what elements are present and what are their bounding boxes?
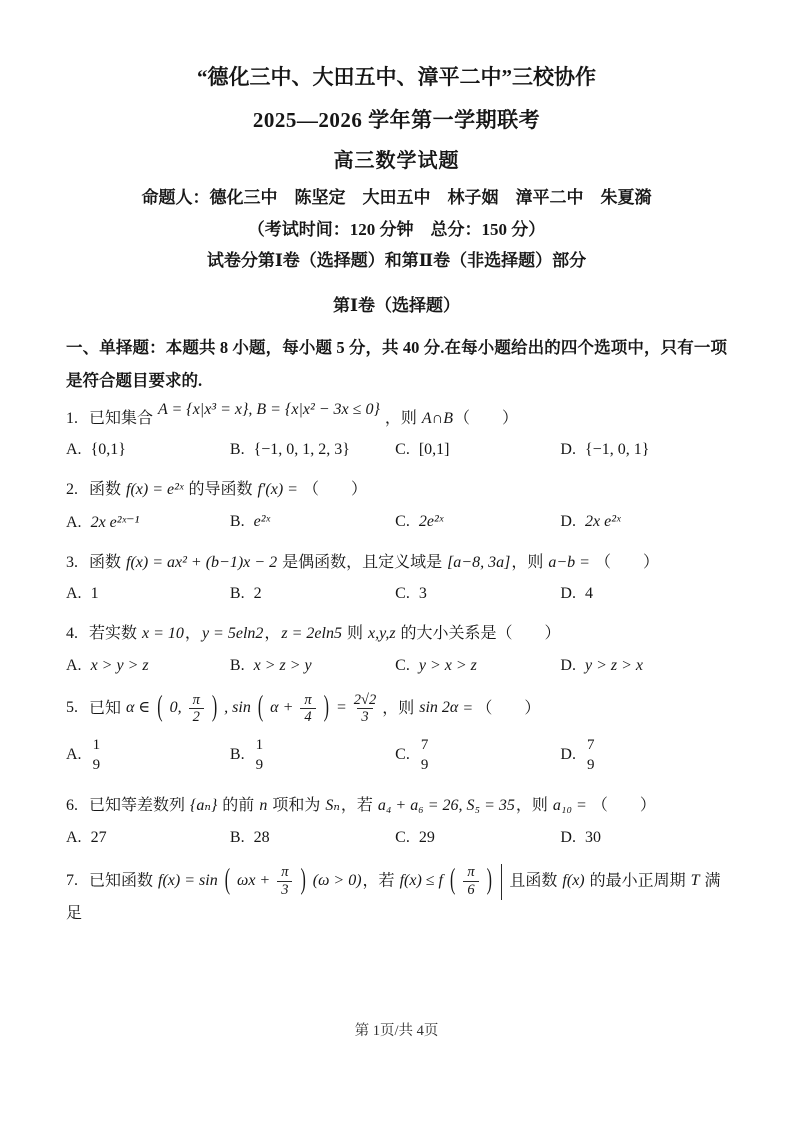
question-7-stem xyxy=(66,864,727,927)
option-b xyxy=(230,735,395,776)
option-text: {0,1} xyxy=(90,440,126,458)
option-text: y > z > x xyxy=(584,656,644,674)
option-text: 2x e²ˣ⁻¹ xyxy=(90,514,140,532)
option-d xyxy=(560,513,727,531)
question-number: 5. xyxy=(66,699,78,717)
question-text: 已知函数 f(x) = sin xyxy=(89,872,218,890)
option-label: D. xyxy=(560,440,576,458)
fraction-denominator: 9 xyxy=(255,757,264,774)
fraction-denominator: 3 xyxy=(357,708,372,726)
fraction-denominator: 2 xyxy=(189,708,204,726)
option-label: A. xyxy=(66,514,82,532)
fraction-denominator: 3 xyxy=(277,881,292,899)
option-c xyxy=(395,441,560,459)
option-text: [0,1] xyxy=(418,440,450,458)
option-c xyxy=(395,513,560,531)
question-5-options xyxy=(66,735,727,776)
option-text: 1 xyxy=(90,585,99,603)
authors-line: 命题人：德化三中 陈坚定 大田五中 林子姻 漳平二中 朱夏漪 xyxy=(141,187,652,207)
question-4 xyxy=(66,620,727,674)
option-label: D. xyxy=(560,656,576,674)
option-label: C. xyxy=(395,440,410,458)
question-number: 3. xyxy=(66,554,78,572)
option-label: A. xyxy=(66,745,82,763)
question-text: 已知 α ∈ xyxy=(89,699,151,717)
question-6-stem xyxy=(66,792,727,819)
option-label: D. xyxy=(560,828,576,846)
question-text: 已知等差数列 {aₙ} 的前 n 项和为 Sₙ，若 a₄ + a₆ = 26, S₅ = 35，则 a₁₀ = （ ） xyxy=(89,797,656,815)
right-paren: ) xyxy=(486,864,492,897)
question-text: , sin xyxy=(224,699,251,717)
option-d xyxy=(560,441,727,459)
option-a xyxy=(66,829,230,847)
option-a xyxy=(66,735,230,776)
question-6-options xyxy=(66,829,727,847)
question-2-stem xyxy=(66,476,727,503)
question-2-options xyxy=(66,512,727,532)
option-label: B. xyxy=(229,513,245,531)
option-text: x > y > z xyxy=(90,656,149,674)
option-fraction xyxy=(91,735,103,776)
option-label: C. xyxy=(395,656,410,674)
question-number: 4. xyxy=(66,625,78,643)
question-1-stem xyxy=(66,400,727,432)
question-text: = xyxy=(335,699,351,717)
paper-structure-note: 试卷分第Ⅰ卷（选择题）和第Ⅱ卷（非选择题）部分 xyxy=(206,251,587,271)
fraction-pi-over-4 xyxy=(298,692,317,726)
option-text: x > z > y xyxy=(253,656,312,674)
option-b xyxy=(230,829,395,847)
fraction-denominator: 9 xyxy=(92,757,101,774)
option-text: 29 xyxy=(418,828,435,846)
fraction-denominator: 6 xyxy=(463,881,478,899)
question-number: 7. xyxy=(66,872,78,890)
absolute-value-bar xyxy=(501,864,503,900)
option-text: 2x e²ˣ xyxy=(584,513,621,531)
right-paren: ) xyxy=(323,692,329,724)
option-c xyxy=(395,585,560,603)
option-fraction xyxy=(585,735,597,776)
question-number: 6. xyxy=(66,797,78,815)
question-number: 1. xyxy=(66,409,78,427)
option-label: B. xyxy=(229,585,245,603)
option-label: B. xyxy=(229,656,245,674)
question-7 xyxy=(66,864,727,927)
fraction-numerator: π xyxy=(304,691,312,708)
right-paren: ) xyxy=(300,864,306,897)
option-b xyxy=(230,513,395,531)
question-text: 已知集合 xyxy=(89,409,154,427)
option-c xyxy=(395,829,560,847)
option-c xyxy=(395,735,560,776)
fraction-numerator: π xyxy=(467,864,475,881)
fraction-2root2-over-3 xyxy=(352,692,378,726)
option-text: 27 xyxy=(90,828,107,846)
fraction-pi-over-3 xyxy=(275,864,294,898)
question-2 xyxy=(66,476,727,532)
question-1 xyxy=(66,400,727,459)
fraction-pi-over-2 xyxy=(187,692,206,726)
set-formula: A = {x|x³ = x}, B = {x|x² − 3x ≤ 0} xyxy=(158,400,380,418)
question-4-stem xyxy=(66,620,727,647)
left-paren: ( xyxy=(450,864,456,897)
fraction-numerator: π xyxy=(281,864,289,881)
option-label: A. xyxy=(66,828,82,846)
question-1-options xyxy=(66,441,727,459)
question-text: 若实数 x = 10，y = 5eln2，z = 2eln5 则 x,y,z 的大小关系是（ ） xyxy=(89,625,561,643)
option-text: 2e²ˣ xyxy=(418,513,444,531)
right-paren: ) xyxy=(211,692,218,724)
option-d xyxy=(560,657,727,675)
option-text: 4 xyxy=(584,585,593,603)
interval-lower: 0, xyxy=(169,699,182,717)
question-text: 且函数 f(x) 的最小正周期 T 满足 xyxy=(66,872,721,922)
option-b xyxy=(230,441,395,459)
fraction-pi-over-6 xyxy=(461,864,480,898)
option-text: 28 xyxy=(253,828,270,846)
option-d xyxy=(560,829,727,847)
subtitle-term: 2025—2026 学年第一学期联考 xyxy=(252,108,541,133)
page-footer: 第 1页/共 4页 xyxy=(354,1023,439,1039)
question-3-options xyxy=(66,585,727,603)
option-b xyxy=(230,657,395,675)
section-1-intro: 一、单择题：本题共 8 小题，每小题 5 分，共 40 分.在每小题给出的四个选项中，只有一项是符合题目要求的. xyxy=(66,338,727,390)
left-paren: ( xyxy=(157,692,163,724)
option-c xyxy=(395,657,560,675)
question-6 xyxy=(66,792,727,846)
page-title: “德化三中、大田五中、漳平二中”三校协作 xyxy=(197,65,596,89)
fraction-numerator: 2√2 xyxy=(353,691,377,708)
subtitle-subject: 高三数学试题 xyxy=(333,149,460,172)
option-b xyxy=(230,585,395,603)
option-label: D. xyxy=(560,513,576,531)
option-label: B. xyxy=(229,745,245,763)
option-label: D. xyxy=(560,585,576,603)
fraction-denominator: 9 xyxy=(586,757,595,774)
option-text: {−1, 0, 1, 2, 3} xyxy=(253,440,350,458)
question-5-stem xyxy=(66,692,727,726)
question-text: (ω > 0)，若 f(x) ≤ f xyxy=(312,872,443,890)
question-text: α + xyxy=(270,699,294,717)
option-fraction xyxy=(254,735,266,776)
question-number: 2. xyxy=(66,480,78,498)
option-label: A. xyxy=(66,585,82,603)
option-text: {−1, 0, 1} xyxy=(584,440,650,458)
left-paren: ( xyxy=(257,692,264,724)
question-3-stem xyxy=(66,549,727,576)
fraction-numerator: 1 xyxy=(255,736,264,753)
option-a xyxy=(66,585,230,603)
question-text: ωx + xyxy=(237,872,271,890)
option-d xyxy=(560,735,727,776)
option-label: D. xyxy=(560,745,576,763)
option-label: B. xyxy=(229,440,245,458)
fraction-numerator: 7 xyxy=(420,736,429,753)
option-text: 2 xyxy=(253,585,262,603)
option-label: C. xyxy=(395,513,410,531)
option-label: C. xyxy=(395,585,410,603)
option-label: C. xyxy=(395,828,410,846)
fraction-numerator: 1 xyxy=(92,736,101,753)
left-paren: ( xyxy=(224,864,231,897)
option-label: B. xyxy=(229,828,245,846)
question-4-options xyxy=(66,657,727,675)
question-3 xyxy=(66,549,727,603)
fraction-numerator: π xyxy=(192,691,200,708)
option-label: A. xyxy=(66,440,82,458)
option-text: 3 xyxy=(418,585,427,603)
option-text: e²ˣ xyxy=(253,513,271,531)
option-text: 30 xyxy=(584,828,601,846)
option-label: C. xyxy=(395,745,410,763)
fraction-numerator: 7 xyxy=(586,736,595,753)
question-text: 函数 f(x) = e²ˣ 的导函数 f′(x) = （ ） xyxy=(89,480,367,498)
option-d xyxy=(560,585,727,603)
section-1-title: 第Ⅰ卷（选择题） xyxy=(333,296,460,316)
option-a xyxy=(66,441,230,459)
fraction-denominator: 4 xyxy=(300,708,315,726)
option-fraction xyxy=(419,735,431,776)
option-a xyxy=(66,512,230,532)
question-5 xyxy=(66,692,727,776)
question-text: 函数 f(x) = ax² + (b−1)x − 2 是偶函数，且定义域是 [a−8, 3a]，则 a−b = （ ） xyxy=(89,554,659,572)
option-text: y > x > z xyxy=(418,656,477,674)
option-a xyxy=(66,657,230,675)
question-text: ，则 A∩B（ ） xyxy=(384,409,518,427)
exam-info-line: （考试时间：120 分钟 总分：150 分） xyxy=(247,219,546,239)
option-label: A. xyxy=(66,656,82,674)
question-text: ，则 sin 2α = （ ） xyxy=(382,699,541,717)
fraction-denominator: 9 xyxy=(420,757,429,774)
